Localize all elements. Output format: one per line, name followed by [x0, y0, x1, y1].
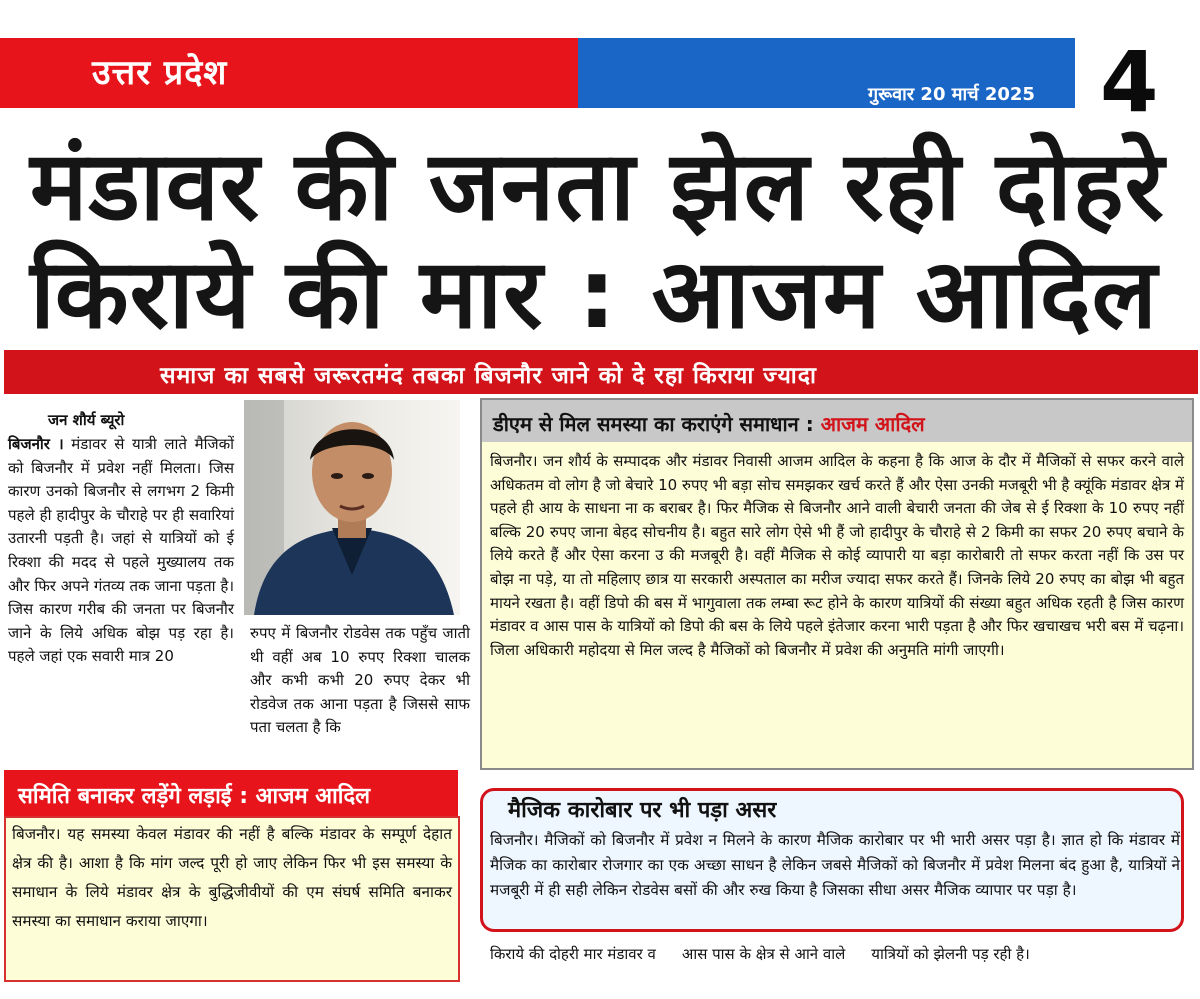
publication-date: गुरूवार 20 मार्च 2025 — [868, 84, 1035, 105]
bottom-caption — [490, 944, 1056, 964]
person-portrait-icon — [244, 400, 460, 615]
main-story-text: मंडावर से यात्री लाते मैजिकों को बिजनौर में प्रवेश नहीं मिलता। जिस कारण उनको बिजनौर से लगभग 2 किमी पहले ही हादीपुर के चौराहे पर ही सवारियां उतारनी पड़ती है। जहां से यात्रियों को ई रिक्शा की मदद से पहले मुख्यालय तक और फिर अपने गंतव्य तक जाना पड़ता है। जिस कारण गरीब की जनता पर बिजनौर जाने के लिये अधिक बोझ पड़ रहा है। पहले जहां एक सवारी मात्र 20 — [8, 435, 234, 666]
dm-box-text: बिजनौर। जन शौर्य के सम्पादक और मंडावर निवासी आजम आदिल के कहना है कि आज के दौर में मैजिकों से सफर करने वाले अधिकतम वो लोग है जो बेचारे 10 रुपए भी बड़ा सोच समझकर खर्च करते हैं और ऐसा उनकी मजबूरी भी है क्यूंकि मंडावर क्षेत्र में पहले ही आय के साधना ना क बराबर है। फिर मैजिक से बिजनौर आने वाली बेचारी जनता की जेब से ई रिक्शा के 10 रुपए नहीं बल्कि 20 रुपए जाना बेहद सोचनीय है। बहुत सारे लोग ऐसे भी हैं जो हादीपुर के चौराहे से 2 किमी का सफर 20 रुपए बचाने के लिये करते हैं और ऐसा करना उ की मजबूरी है। वहीं मैजिक से कोई व्यापारी या बड़ा कारोबारी तो सफर करता नहीं कि उस पर बोझ ना पड़े, या तो महिलाए छात्र या सरकारी अस्पताल का मरीज ज्यादा सफर करते हैं। जिनके लिये 20 रुपए का बोझ भी बहुत मायने रखता है। वहीं डिपो की बस में भागुवाला तक लम्बा रूट होने के कारण यात्रियों की संख्या बहुत अधिक रहती है जिस कारण मंडावर व आस पास के यात्रियों को डिपो की बस के लिये पहले इंतेजार करना भारी पड़ता है और फिर खचाखच भरी बस में चढ़ना। जिला अधिकारी महोदया से मिल जल्द है मैजिकों को बिजनौर में प्रवेश की अनुमति मांगी जाएगी। — [490, 452, 1184, 659]
magic-box-title: मैजिक कारोबार पर भी पड़ा असर — [508, 798, 777, 823]
headline-line-1: मंडावर की जनता झेल रही दोहरे — [30, 130, 1165, 242]
main-story-column — [8, 433, 234, 669]
section-banner-red — [0, 38, 578, 108]
main-story-continuation: रुपए में बिजनौर रोडवेस तक पहुँच जाती थी वहीं अब 10 रुपए रिक्शा चालक और कभी कभी 20 रुपए देकर भी रोडवेज तक आना पड़ता है जिससे साफ पता चलता है कि — [250, 624, 470, 737]
sub-headline: समाज का सबसे जरूरतमंद तबका बिजनौर जाने को दे रहा किराया ज्यादा — [160, 363, 817, 389]
bottom-caption-part-2: आस पास के क्षेत्र से आने वाले — [681, 945, 846, 963]
section-title: उत्तर प्रदेश — [92, 53, 228, 93]
bottom-caption-part-3: यात्रियों को झेलनी पड़ रही है। — [871, 945, 1030, 963]
byline: जन शौर्य ब्यूरो — [48, 411, 125, 429]
dm-box-title — [493, 410, 925, 437]
bottom-caption-part-1: किराये की दोहरी मार मंडावर व — [490, 945, 656, 963]
dm-box-title-text: डीएम से मिल समस्या का कराएंगे समाधान : — [493, 412, 814, 436]
magic-box-text: बिजनौर। मैजिकों को बिजनौर में प्रवेश न मिलने के कारण मैजिक कारोबार पर भी भारी असर पड़ा है। ज्ञात हो कि मंडावर में मैजिक का कारोबार रोजगार का एक अच्छा साधन है लेकिन जबसे मैजिकों को बिजनौर में प्रवेश मिलना बंद हुआ है, यात्रियों ने मजबूरी में ही सही लेकिन रोडवेस बसों की और रुख किया है जिसका सीधा असर मैजिक व्यापार पर पड़ा है। — [490, 831, 1180, 899]
dateline: बिजनौर । — [8, 435, 64, 453]
committee-box-title: समिति बनाकर लड़ेंगे लड़ाई : आजम आदिल — [18, 784, 371, 809]
portrait-photo — [244, 400, 460, 615]
dm-box-title-highlight: आजम आदिल — [820, 412, 925, 436]
committee-box-text: बिजनौर। यह समस्या केवल मंडावर की नहीं है बल्कि मंडावर के सम्पूर्ण देहात क्षेत्र की है। आशा है कि मांग जल्द पूरी हो जाए लेकिन फिर भी इस समस्या के समाधान के लिये मंडावर क्षेत्र के बुद्धिजीवीयों की एम संघर्ष समिति बनाकर समस्या का समाधान कराया जाएगा। — [12, 825, 452, 930]
page-number: 4 — [1100, 33, 1159, 131]
headline-line-2: किराये की मार : आजम आदिल — [30, 238, 1158, 350]
